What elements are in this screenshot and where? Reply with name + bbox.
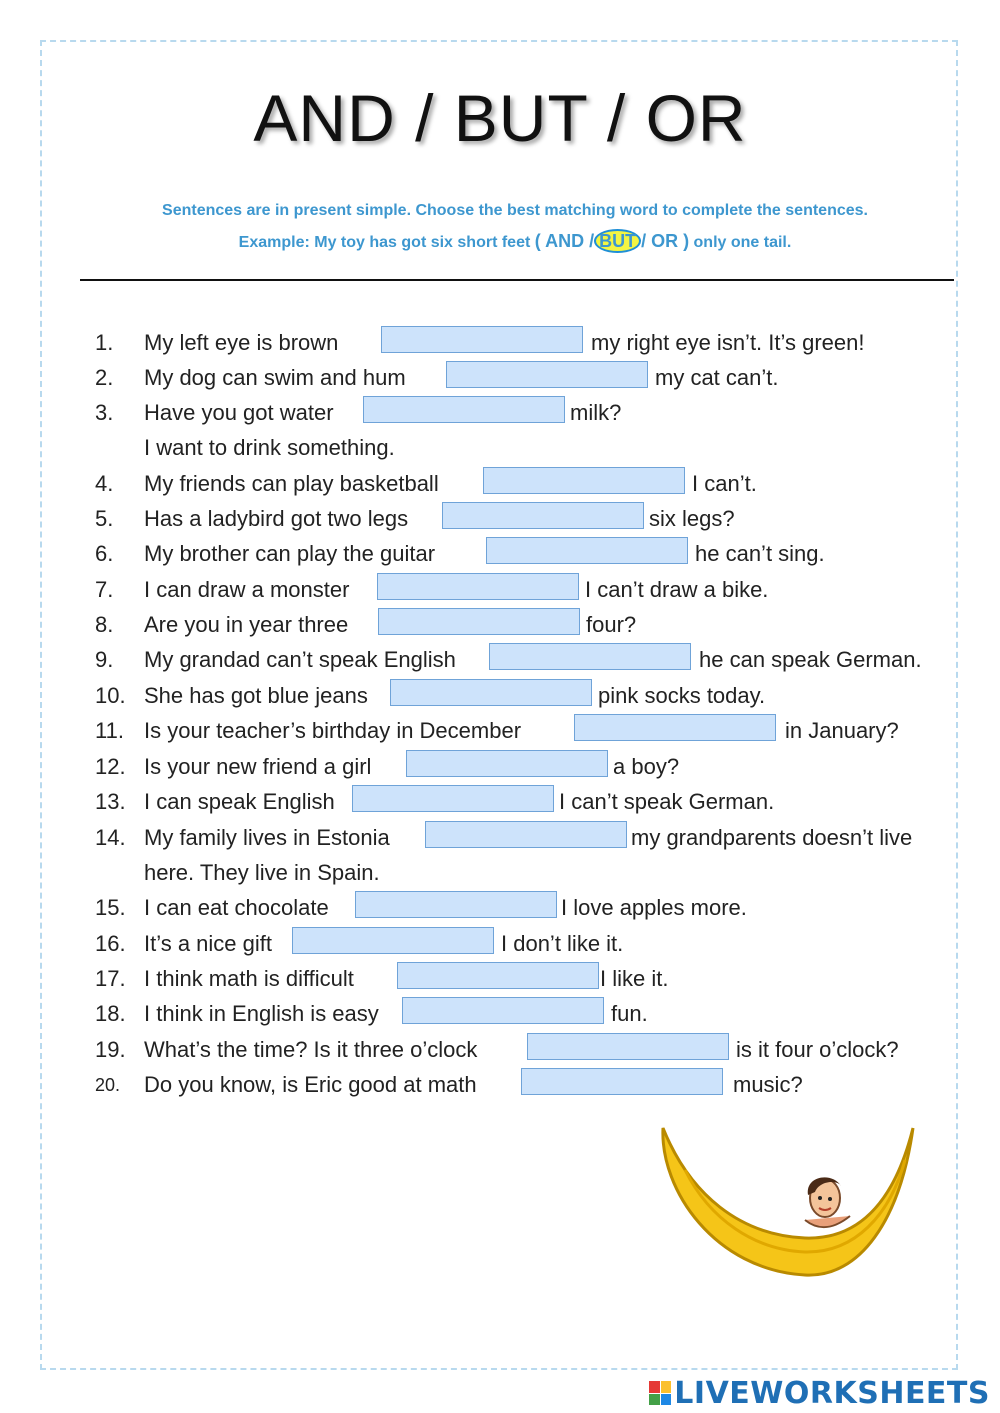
sentence-start: It’s a nice gift: [144, 931, 272, 956]
item-number: 15.: [95, 895, 126, 920]
sentence-end: fun.: [611, 1001, 648, 1026]
item-number: 14.: [95, 825, 126, 850]
sentence-start: She has got blue jeans: [144, 683, 368, 708]
sentence-end: my grandparents doesn’t live: [631, 825, 913, 850]
sentence-end: in January?: [785, 718, 899, 743]
answer-field[interactable]: [402, 997, 604, 1024]
sentence-start: Are you in year three: [144, 612, 349, 637]
answer-field[interactable]: [521, 1068, 723, 1095]
sentence-start: Do you know, is Eric good at math: [144, 1072, 477, 1097]
answer-field[interactable]: [390, 679, 592, 706]
item-number: 16.: [95, 931, 126, 956]
item-number: 13.: [95, 789, 126, 814]
sentence-end: a boy?: [613, 754, 680, 779]
brand-logo-icon: [649, 1381, 671, 1405]
example-line: [80, 229, 950, 253]
sentence-end: I don’t like it.: [501, 931, 624, 956]
sentence-start: I can speak English: [144, 789, 335, 814]
item-number: 4.: [95, 471, 114, 496]
sentence-end: he can’t sing.: [695, 541, 825, 566]
item-number: 20.: [95, 1075, 121, 1095]
answer-field[interactable]: [292, 927, 494, 954]
sentence-end: I can’t.: [692, 471, 757, 496]
answer-field[interactable]: [397, 962, 599, 989]
sentence-end: four?: [586, 612, 637, 637]
sentence-start: My left eye is brown: [144, 330, 339, 355]
item-number: 12.: [95, 754, 126, 779]
sentence-start: What’s the time? Is it three o’clock: [144, 1037, 478, 1062]
item-number: 10.: [95, 683, 126, 708]
page-title: AND / BUT / OR: [253, 81, 747, 155]
answer-field[interactable]: [442, 502, 644, 529]
item-number: 19.: [95, 1037, 126, 1062]
item-number: 3.: [95, 400, 114, 425]
sentence-end: I love apples more.: [561, 895, 747, 920]
sentence-end: my right eye isn’t. It’s green!: [591, 330, 865, 355]
answer-field[interactable]: [527, 1033, 729, 1060]
sentence-start: Is your new friend a girl: [144, 754, 372, 779]
answer-field[interactable]: [446, 361, 648, 388]
sentence-end: I can’t draw a bike.: [585, 577, 769, 602]
answer-field[interactable]: [406, 750, 608, 777]
item-number: 5.: [95, 506, 114, 531]
example-selected-option: BUT: [594, 229, 641, 253]
sentence-end: pink socks today.: [598, 683, 766, 708]
answer-field[interactable]: [486, 537, 688, 564]
sentence-end: is it four o’clock?: [736, 1037, 899, 1062]
sentence-start: I think in English is easy: [144, 1001, 379, 1026]
banana-hammock-illustration: [655, 1120, 920, 1310]
answer-field[interactable]: [352, 785, 554, 812]
sentence-start: I can eat chocolate: [144, 895, 329, 920]
sentence-end: he can speak German.: [699, 647, 922, 672]
answer-field[interactable]: [355, 891, 557, 918]
sentence-end: milk?: [570, 400, 622, 425]
sentence-end: six legs?: [649, 506, 735, 531]
answer-field[interactable]: [425, 821, 627, 848]
item-number: 17.: [95, 966, 126, 991]
answer-field[interactable]: [377, 573, 579, 600]
example-text: Example: My toy has got six short feet: [238, 234, 531, 251]
item-number: 7.: [95, 577, 114, 602]
sentence-start: My brother can play the guitar: [144, 541, 436, 566]
sentence-end: my cat can’t.: [655, 365, 779, 390]
sentence-start: Has a ladybird got two legs: [144, 506, 409, 531]
sentence-start: Is your teacher’s birthday in December: [144, 718, 522, 743]
brand-name: LIVEWORKSHEETS: [674, 1375, 990, 1411]
item-number: 1.: [95, 330, 114, 355]
item-number: 8.: [95, 612, 114, 637]
answer-field[interactable]: [381, 326, 583, 353]
divider: [80, 279, 954, 281]
example-suffix: only one tail.: [693, 234, 792, 251]
sentence-continuation: I want to drink something.: [144, 435, 395, 460]
answer-field[interactable]: [489, 643, 691, 670]
answer-field[interactable]: [378, 608, 580, 635]
instructions: Sentences are in present simple. Choose the best matching word to complete the sentences.: [162, 202, 868, 219]
sentence-start: My family lives in Estonia: [144, 825, 390, 850]
sentence-end: I like it.: [600, 966, 669, 991]
item-number: 9.: [95, 647, 114, 672]
example-options-close: / OR ): [641, 231, 690, 251]
item-number: 11.: [95, 718, 124, 743]
sentence-start: I can draw a monster: [144, 577, 350, 602]
answer-field[interactable]: [363, 396, 565, 423]
sentence-end: music?: [733, 1072, 803, 1097]
item-number: 18.: [95, 1001, 126, 1026]
sentence-start: My grandad can’t speak English: [144, 647, 456, 672]
brand-footer: [649, 1376, 990, 1410]
answer-field[interactable]: [483, 467, 685, 494]
sentence-start: Have you got water: [144, 400, 334, 425]
sentence-continuation: here. They live in Spain.: [144, 860, 380, 885]
example-options-open: ( AND /: [534, 231, 595, 251]
sentence-end: I can’t speak German.: [559, 789, 775, 814]
item-number: 6.: [95, 541, 114, 566]
sentence-start: I think math is difficult: [144, 966, 354, 991]
answer-field[interactable]: [574, 714, 776, 741]
sentence-start: My dog can swim and hum: [144, 365, 406, 390]
sentence-start: My friends can play basketball: [144, 471, 439, 496]
item-number: 2.: [95, 365, 114, 390]
